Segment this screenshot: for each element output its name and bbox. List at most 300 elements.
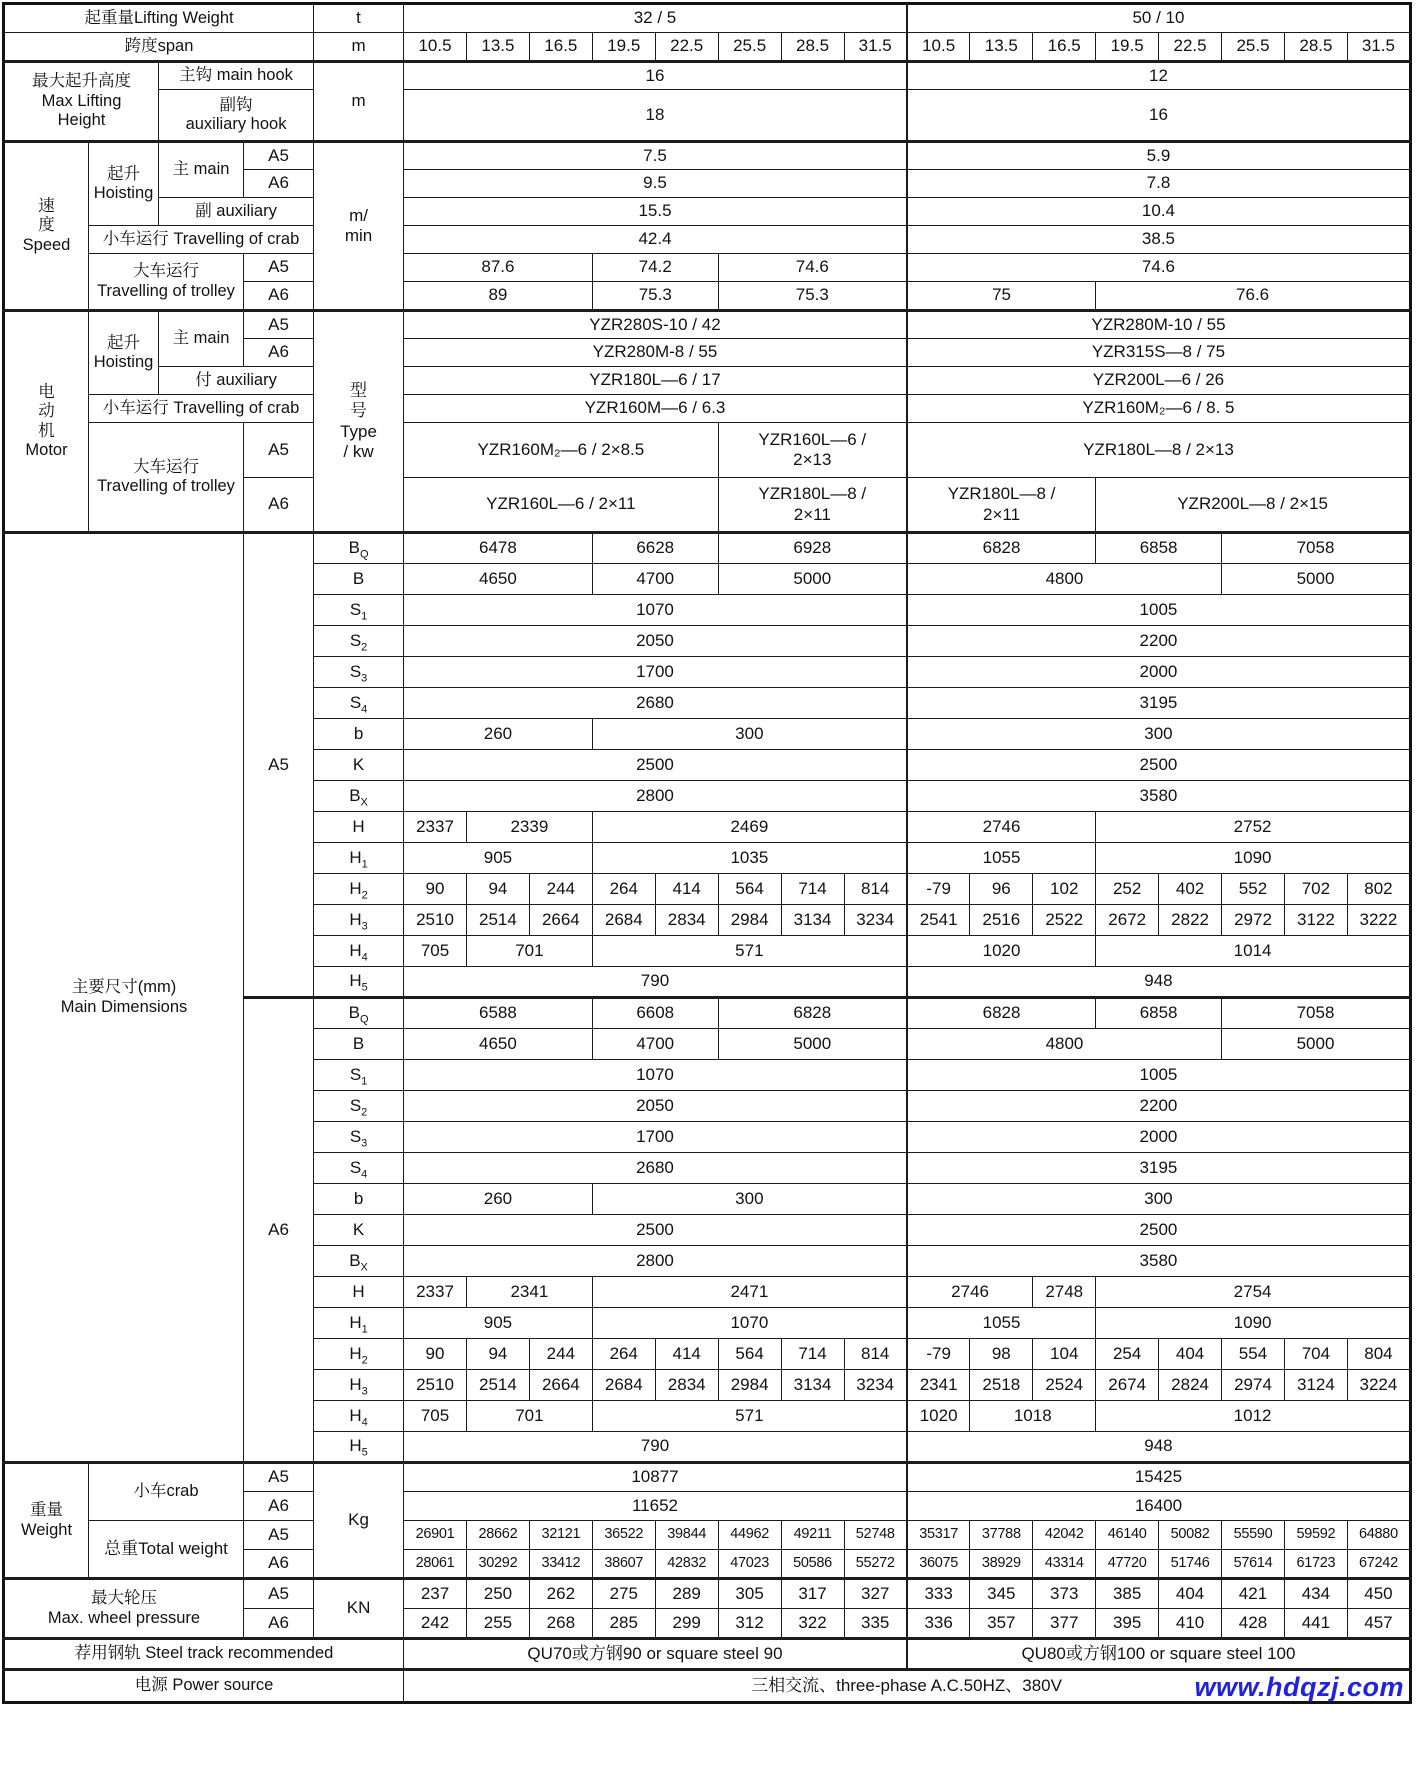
value-cell: [244, 170, 314, 198]
main-dimensions-label: [4, 533, 244, 1463]
cell-text: 2471: [730, 1281, 769, 1301]
value-cell: [907, 1579, 970, 1609]
table-row: [4, 198, 1411, 226]
cell-text: 242: [420, 1612, 450, 1632]
value-cell: [1096, 1579, 1159, 1609]
value-cell: [404, 1492, 907, 1521]
value-cell: [1284, 1339, 1347, 1370]
value-cell: [907, 1215, 1411, 1246]
speed-section-label: [4, 142, 89, 311]
value-cell: [907, 33, 970, 62]
cell-text: 402: [1175, 878, 1205, 898]
value-cell: [466, 1370, 529, 1401]
cell-text: 2469: [730, 816, 769, 836]
param-label: [314, 874, 404, 905]
value-cell: [466, 936, 592, 967]
cell-text: B: [352, 568, 365, 588]
cell-text: 35317: [919, 1526, 959, 1543]
value-cell: [1159, 1339, 1222, 1370]
cell-text: 25.5: [1236, 36, 1270, 56]
row-label-cell: [89, 226, 314, 254]
cell-text: 3134: [793, 1374, 832, 1394]
cell-text: 2822: [1171, 909, 1209, 929]
cell-text: 3580: [1139, 1250, 1178, 1270]
cell-text: m: [351, 91, 366, 111]
cell-text: 802: [1364, 878, 1393, 898]
spec-table-body: [4, 4, 1411, 1703]
cell-text: H: [352, 816, 365, 836]
cell-subscript: 3: [361, 920, 368, 933]
value-cell: [592, 1579, 655, 1609]
cell-text: 327: [861, 1583, 890, 1603]
cell-subscript: 2: [361, 1354, 368, 1367]
value-cell: [718, 905, 781, 936]
cell-text: A6: [268, 342, 289, 362]
value-cell: [655, 905, 718, 936]
cell-text: 790: [640, 1436, 670, 1456]
cell-text: 2500: [636, 1219, 674, 1239]
value-cell: [1222, 1521, 1285, 1550]
table-row: [4, 533, 1411, 564]
cell-text: 速 度 Speed: [22, 196, 71, 254]
cell-text: 2748: [1045, 1281, 1084, 1301]
value-cell: [404, 90, 907, 142]
value-cell: [529, 1521, 592, 1550]
website-link[interactable]: www.hdqzj.com: [1194, 1672, 1404, 1702]
value-cell: [907, 1091, 1411, 1122]
cell-text: 主钩 main hook: [179, 66, 293, 85]
cell-text: 6858: [1139, 1003, 1178, 1023]
cell-text: m/ min: [344, 205, 373, 245]
cell-text: A5: [268, 145, 289, 165]
value-cell: [404, 1521, 467, 1550]
value-cell: [781, 1370, 844, 1401]
cell-text: 244: [546, 1343, 576, 1363]
cell-text: 89: [488, 285, 508, 305]
value-cell: [244, 1609, 314, 1639]
cell-text: 5000: [1296, 1033, 1335, 1053]
value-cell: [244, 142, 314, 170]
table-row: [4, 4, 1411, 33]
cell-text: YZR280M-8 / 55: [592, 342, 718, 362]
cell-subscript: 1: [361, 1075, 368, 1088]
value-cell: [844, 1339, 907, 1370]
cell-text: 1014: [1233, 940, 1272, 960]
value-cell: [1033, 1521, 1096, 1550]
cell-text: S: [349, 1064, 362, 1084]
cell-text: 11652: [631, 1495, 678, 1515]
cell-text: 42.4: [638, 229, 672, 249]
cell-text: H: [349, 878, 362, 898]
cell-text: 1020: [919, 1405, 958, 1425]
table-row: [4, 1579, 1411, 1609]
cell-text: 26901: [415, 1526, 455, 1543]
cell-text: 564: [735, 1343, 764, 1363]
cell-text: 型 号 Type / kw: [340, 381, 377, 461]
cell-text: 714: [798, 1343, 827, 1363]
value-cell: [970, 1579, 1033, 1609]
param-label: [314, 626, 404, 657]
cell-text: 2664: [541, 909, 580, 929]
cell-text: 322: [798, 1612, 827, 1632]
cell-text: 付 auxiliary: [195, 370, 277, 389]
cell-text: Kg: [348, 1510, 369, 1530]
cell-text: 19.5: [1110, 36, 1144, 56]
cell-text: 571: [735, 1405, 764, 1425]
table-row: [4, 62, 1411, 90]
value-cell: [404, 688, 907, 719]
value-cell: [1033, 1370, 1096, 1401]
cell-text: 32121: [541, 1526, 581, 1543]
cell-text: 2684: [604, 1374, 643, 1394]
value-cell: [844, 1579, 907, 1609]
value-cell: [592, 33, 655, 62]
value-cell: [907, 1401, 970, 1432]
value-cell: [404, 198, 907, 226]
cell-text: 377: [1050, 1612, 1079, 1632]
value-cell: [592, 1521, 655, 1550]
cell-subscript: 2: [361, 1106, 368, 1119]
cell-text: 荐用钢轨 Steel track recommended: [74, 1644, 334, 1663]
cell-subscript: X: [360, 796, 368, 809]
value-cell: [907, 395, 1411, 423]
value-cell: [907, 170, 1411, 198]
cell-text: 6828: [982, 538, 1021, 558]
cell-text: 10877: [631, 1467, 679, 1487]
cell-text: 2800: [636, 785, 674, 805]
table-row: [4, 1521, 1411, 1550]
param-label: [314, 719, 404, 750]
value-cell: [907, 1153, 1411, 1184]
value-cell: [592, 998, 718, 1029]
value-cell: [1096, 533, 1222, 564]
value-cell: [718, 1521, 781, 1550]
value-cell: [592, 1277, 907, 1308]
cell-subscript: 1: [361, 1323, 368, 1336]
row-label-cell: [89, 1521, 244, 1579]
cell-text: 2050: [636, 630, 674, 650]
value-cell: [404, 1153, 907, 1184]
cell-text: 2514: [479, 909, 517, 929]
cell-subscript: 4: [361, 951, 368, 964]
cell-text: 335: [861, 1612, 890, 1632]
unit-cell: [314, 4, 404, 33]
value-cell: [655, 1609, 718, 1639]
cell-text: 13.5: [984, 36, 1018, 56]
cell-text: 2500: [1139, 1219, 1178, 1239]
value-cell: [404, 781, 907, 812]
cell-text: A5: [268, 1467, 289, 1487]
value-cell: [244, 1550, 314, 1579]
table-row: [4, 423, 1411, 478]
cell-text: 10.5: [922, 36, 956, 56]
value-cell: [404, 254, 593, 282]
steel-track-label: [4, 1639, 404, 1670]
value-cell: [907, 1184, 1411, 1215]
cell-subscript: 5: [361, 1446, 368, 1459]
cell-text: 75.3: [638, 285, 672, 305]
cell-text: 36075: [919, 1554, 959, 1571]
value-cell: [907, 226, 1411, 254]
cell-text: A6: [268, 173, 289, 193]
cell-text: 264: [609, 878, 638, 898]
cell-text: 94: [488, 1343, 508, 1363]
cell-text: 10.5: [418, 36, 452, 56]
cell-text: 51746: [1170, 1554, 1210, 1571]
value-cell: [907, 595, 1411, 626]
value-cell: [907, 1060, 1411, 1091]
value-cell: [907, 62, 1411, 90]
value-cell: [592, 282, 718, 311]
cell-text: 2337: [416, 816, 454, 836]
value-cell: [844, 874, 907, 905]
cell-text: 300: [1144, 1188, 1173, 1208]
value-cell: [404, 750, 907, 781]
param-label: [314, 1184, 404, 1215]
cell-text: 1070: [636, 599, 674, 619]
value-cell: [404, 1122, 907, 1153]
value-cell: [1284, 33, 1347, 62]
value-cell: [1284, 874, 1347, 905]
row-label-cell: [89, 1463, 244, 1521]
cell-text: 2974: [1234, 1374, 1272, 1394]
value-cell: [529, 874, 592, 905]
cell-text: A5: [268, 439, 289, 459]
value-cell: [592, 254, 718, 282]
cell-subscript: 3: [361, 1385, 368, 1398]
cell-text: 31.5: [1361, 36, 1395, 56]
cell-text: 7.5: [643, 145, 667, 165]
value-cell: [970, 874, 1033, 905]
value-cell: [244, 1521, 314, 1550]
value-cell: [907, 936, 1096, 967]
cell-text: 76.6: [1236, 285, 1270, 305]
cell-text: 268: [546, 1612, 576, 1632]
cell-text: YZR180L—6 / 17: [589, 370, 721, 390]
cell-text: 552: [1238, 878, 1268, 898]
cell-text: B: [348, 538, 360, 558]
cell-text: 16: [1149, 104, 1168, 124]
value-cell: [1222, 998, 1411, 1029]
cell-text: 16.5: [1047, 36, 1081, 56]
cell-text: 59592: [1296, 1526, 1336, 1543]
cell-text: 252: [1112, 878, 1142, 898]
table-row: [4, 90, 1411, 142]
cell-text: -79: [926, 1343, 951, 1363]
value-cell: [907, 1122, 1411, 1153]
value-cell: [1096, 1308, 1411, 1339]
cell-text: H: [349, 847, 362, 867]
value-cell: [529, 905, 592, 936]
cell-text: 4700: [636, 568, 675, 588]
row-label-cell: [159, 311, 244, 367]
cell-text: 2541: [919, 909, 958, 929]
cell-text: 38607: [604, 1554, 644, 1571]
value-cell: [404, 282, 593, 311]
cell-text: 87.6: [481, 257, 515, 277]
cell-text: A5: [268, 257, 289, 277]
cell-text: 262: [546, 1583, 576, 1603]
cell-text: A6: [268, 1219, 289, 1239]
cell-text: 299: [672, 1612, 701, 1632]
value-cell: [244, 1463, 314, 1492]
value-cell: [781, 1609, 844, 1639]
cell-text: 28061: [415, 1554, 455, 1571]
value-cell: [1222, 564, 1411, 595]
value-cell: [907, 1609, 970, 1639]
cell-text: 30292: [478, 1554, 518, 1571]
cell-text: 385: [1112, 1583, 1142, 1603]
cell-text: 428: [1238, 1612, 1268, 1632]
cell-text: 410: [1175, 1612, 1205, 1632]
value-cell: [529, 33, 592, 62]
value-cell: [1096, 1609, 1159, 1639]
cell-text: 2500: [636, 754, 674, 774]
cell-text: 44962: [730, 1526, 770, 1543]
value-cell: [404, 62, 907, 90]
cell-text: 317: [798, 1583, 827, 1603]
cell-text: 50 / 10: [1132, 8, 1185, 28]
cell-text: 64880: [1359, 1526, 1398, 1543]
value-cell: [592, 905, 655, 936]
value-cell: [1096, 1401, 1411, 1432]
cell-text: B: [352, 1033, 365, 1053]
value-cell: [1222, 905, 1285, 936]
cell-text: 6628: [636, 538, 675, 558]
cell-text: 94: [488, 878, 508, 898]
value-cell: [907, 1639, 1411, 1670]
wheel-pressure-label: [4, 1579, 244, 1639]
cell-text: 22.5: [670, 36, 704, 56]
cell-text: 3134: [793, 909, 832, 929]
cell-text: 421: [1238, 1583, 1268, 1603]
value-cell: [1284, 1521, 1347, 1550]
cell-subscript: 2: [361, 889, 368, 902]
cell-text: 三相交流、three-phase A.C.50HZ、380V: [751, 1675, 1062, 1695]
value-cell: [907, 1339, 970, 1370]
cell-text: 790: [640, 971, 670, 991]
cell-text: 起升 Hoisting: [93, 164, 154, 202]
param-label: [314, 1091, 404, 1122]
value-cell: [907, 282, 1096, 311]
cell-text: 大车运行 Travelling of trolley: [97, 457, 235, 495]
cell-text: 28662: [478, 1526, 518, 1543]
cell-text: 大车运行 Travelling of trolley: [97, 262, 235, 300]
value-cell: [718, 564, 907, 595]
param-label: [314, 1122, 404, 1153]
cell-text: 37788: [981, 1526, 1021, 1543]
cell-text: 74.6: [795, 257, 829, 277]
value-cell: [655, 1550, 718, 1579]
value-cell: [1159, 874, 1222, 905]
value-cell: [1033, 1339, 1096, 1370]
cell-text: 2972: [1234, 909, 1272, 929]
cell-text: 33412: [541, 1554, 581, 1571]
cell-text: YZR200L—6 / 26: [1092, 370, 1225, 390]
cell-text: A6: [268, 1612, 289, 1632]
value-cell: [404, 478, 719, 533]
cell-text: 948: [1144, 971, 1173, 991]
cell-text: 7058: [1296, 1003, 1335, 1023]
value-cell: [907, 843, 1096, 874]
value-cell: [907, 874, 970, 905]
cell-text: 1055: [982, 847, 1021, 867]
value-cell: [1222, 1609, 1285, 1639]
value-cell: [1096, 843, 1411, 874]
cell-text: 2824: [1171, 1374, 1209, 1394]
value-cell: [404, 595, 907, 626]
value-cell: [718, 282, 907, 311]
value-cell: [1347, 1609, 1410, 1639]
value-cell: [844, 1521, 907, 1550]
value-cell: [1096, 1370, 1159, 1401]
cell-text: 2746: [982, 816, 1021, 836]
value-cell: [844, 1370, 907, 1401]
value-cell: [1096, 1521, 1159, 1550]
cell-text: H: [349, 1436, 362, 1456]
max-lifting-height-label: [4, 62, 159, 142]
cell-text: 357: [987, 1612, 1016, 1632]
value-cell: [404, 1579, 467, 1609]
value-cell: [907, 657, 1411, 688]
value-cell: [1096, 998, 1222, 1029]
value-cell: [404, 1091, 907, 1122]
cell-text: 跨度span: [124, 36, 194, 55]
cell-text: 701: [515, 940, 544, 960]
param-label: [314, 1432, 404, 1463]
cell-text: 1012: [1233, 1405, 1272, 1425]
cell-text: 300: [1144, 723, 1173, 743]
cell-text: 1005: [1139, 1064, 1178, 1084]
param-label: [314, 1153, 404, 1184]
value-cell: [907, 1550, 970, 1579]
cell-text: 104: [1050, 1343, 1079, 1363]
cell-text: H: [349, 940, 362, 960]
cell-text: 905: [483, 1312, 513, 1332]
value-cell: [244, 1492, 314, 1521]
value-cell: [1222, 33, 1285, 62]
value-cell: [907, 478, 1096, 533]
value-cell: [907, 1029, 1222, 1060]
cell-text: 804: [1364, 1343, 1393, 1363]
value-cell: [466, 1609, 529, 1639]
cell-text: 47023: [730, 1554, 770, 1571]
cell-text: 2754: [1233, 1281, 1272, 1301]
value-cell: [718, 1339, 781, 1370]
value-cell: [529, 1550, 592, 1579]
value-cell: [592, 1029, 718, 1060]
cell-text: b: [353, 1188, 364, 1208]
value-cell: [1347, 905, 1410, 936]
param-label: [314, 905, 404, 936]
value-cell: [1222, 1579, 1285, 1609]
value-cell: [907, 1246, 1411, 1277]
cell-text: 32 / 5: [633, 8, 677, 28]
cell-text: H: [349, 1343, 362, 1363]
value-cell: [1096, 33, 1159, 62]
lifting-weight-label: [4, 4, 314, 33]
param-label: [314, 1215, 404, 1246]
cell-text: 1090: [1233, 1312, 1272, 1332]
cell-text: 2500: [1139, 754, 1178, 774]
value-cell: [718, 478, 907, 533]
cell-text: 6478: [479, 538, 517, 558]
cell-text: 7058: [1296, 538, 1335, 558]
value-cell: [404, 1463, 907, 1492]
value-cell: [1096, 282, 1411, 311]
cell-text: 副钩 auxiliary hook: [185, 95, 287, 133]
cell-subscript: 4: [361, 703, 368, 716]
